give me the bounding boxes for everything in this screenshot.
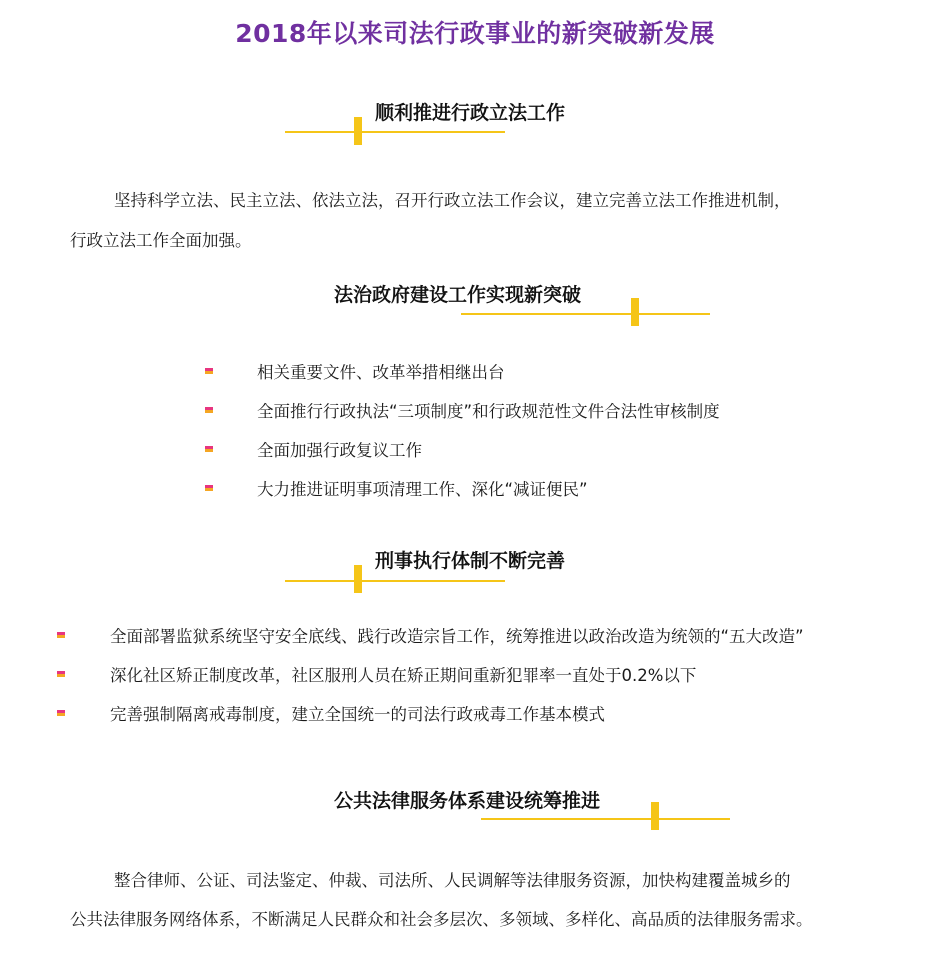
bullet-icon — [205, 407, 213, 415]
paragraph-line: 坚持科学立法、民主立法、依法立法，召开行政立法工作会议，建立完善立法工作推进机制， — [114, 191, 791, 210]
heading-marker — [631, 298, 639, 326]
heading-marker — [651, 802, 659, 830]
bullet-icon — [57, 671, 65, 679]
section-heading: 公共法律服务体系建设统筹推进 — [334, 790, 601, 812]
paragraph-line: 整合律师、公证、司法鉴定、仲裁、司法所、人民调解等法律服务资源，加快构建覆盖城乡的 — [114, 871, 791, 890]
heading-underline — [285, 580, 505, 582]
section-heading: 法治政府建设工作实现新突破 — [334, 284, 582, 306]
heading-underline — [461, 313, 710, 315]
heading-underline — [481, 818, 730, 820]
section-heading: 顺利推进行政立法工作 — [375, 102, 566, 124]
list-item: 全面部署监狱系统坚守安全底线、践行改造宗旨工作，统筹推进以政治改造为统领的“五大改造” — [110, 627, 804, 646]
bullet-icon — [57, 710, 65, 718]
heading-marker — [354, 117, 362, 145]
list-item: 深化社区矫正制度改革，社区服刑人员在矫正期间重新犯罪率一直处于0.2%以下 — [110, 666, 697, 685]
list-item: 全面加强行政复议工作 — [257, 441, 422, 460]
page-title: 2018年以来司法行政事业的新突破新发展 — [235, 19, 715, 48]
bullet-icon — [205, 446, 213, 454]
list-item: 大力推进证明事项清理工作、深化“减证便民” — [257, 480, 588, 499]
heading-marker — [354, 565, 362, 593]
bullet-icon — [57, 632, 65, 640]
section-heading: 刑事执行体制不断完善 — [375, 550, 566, 572]
list-item: 相关重要文件、改革举措相继出台 — [257, 363, 505, 382]
paragraph-line: 行政立法工作全面加强。 — [70, 231, 252, 250]
bullet-icon — [205, 485, 213, 493]
heading-underline — [285, 131, 505, 133]
list-item: 全面推行行政执法“三项制度”和行政规范性文件合法性审核制度 — [257, 402, 720, 421]
paragraph-line: 公共法律服务网络体系，不断满足人民群众和社会多层次、多领域、多样化、高品质的法律服务需求。 — [70, 910, 813, 929]
list-item: 完善强制隔离戒毒制度，建立全国统一的司法行政戒毒工作基本模式 — [110, 705, 605, 724]
bullet-icon — [205, 368, 213, 376]
